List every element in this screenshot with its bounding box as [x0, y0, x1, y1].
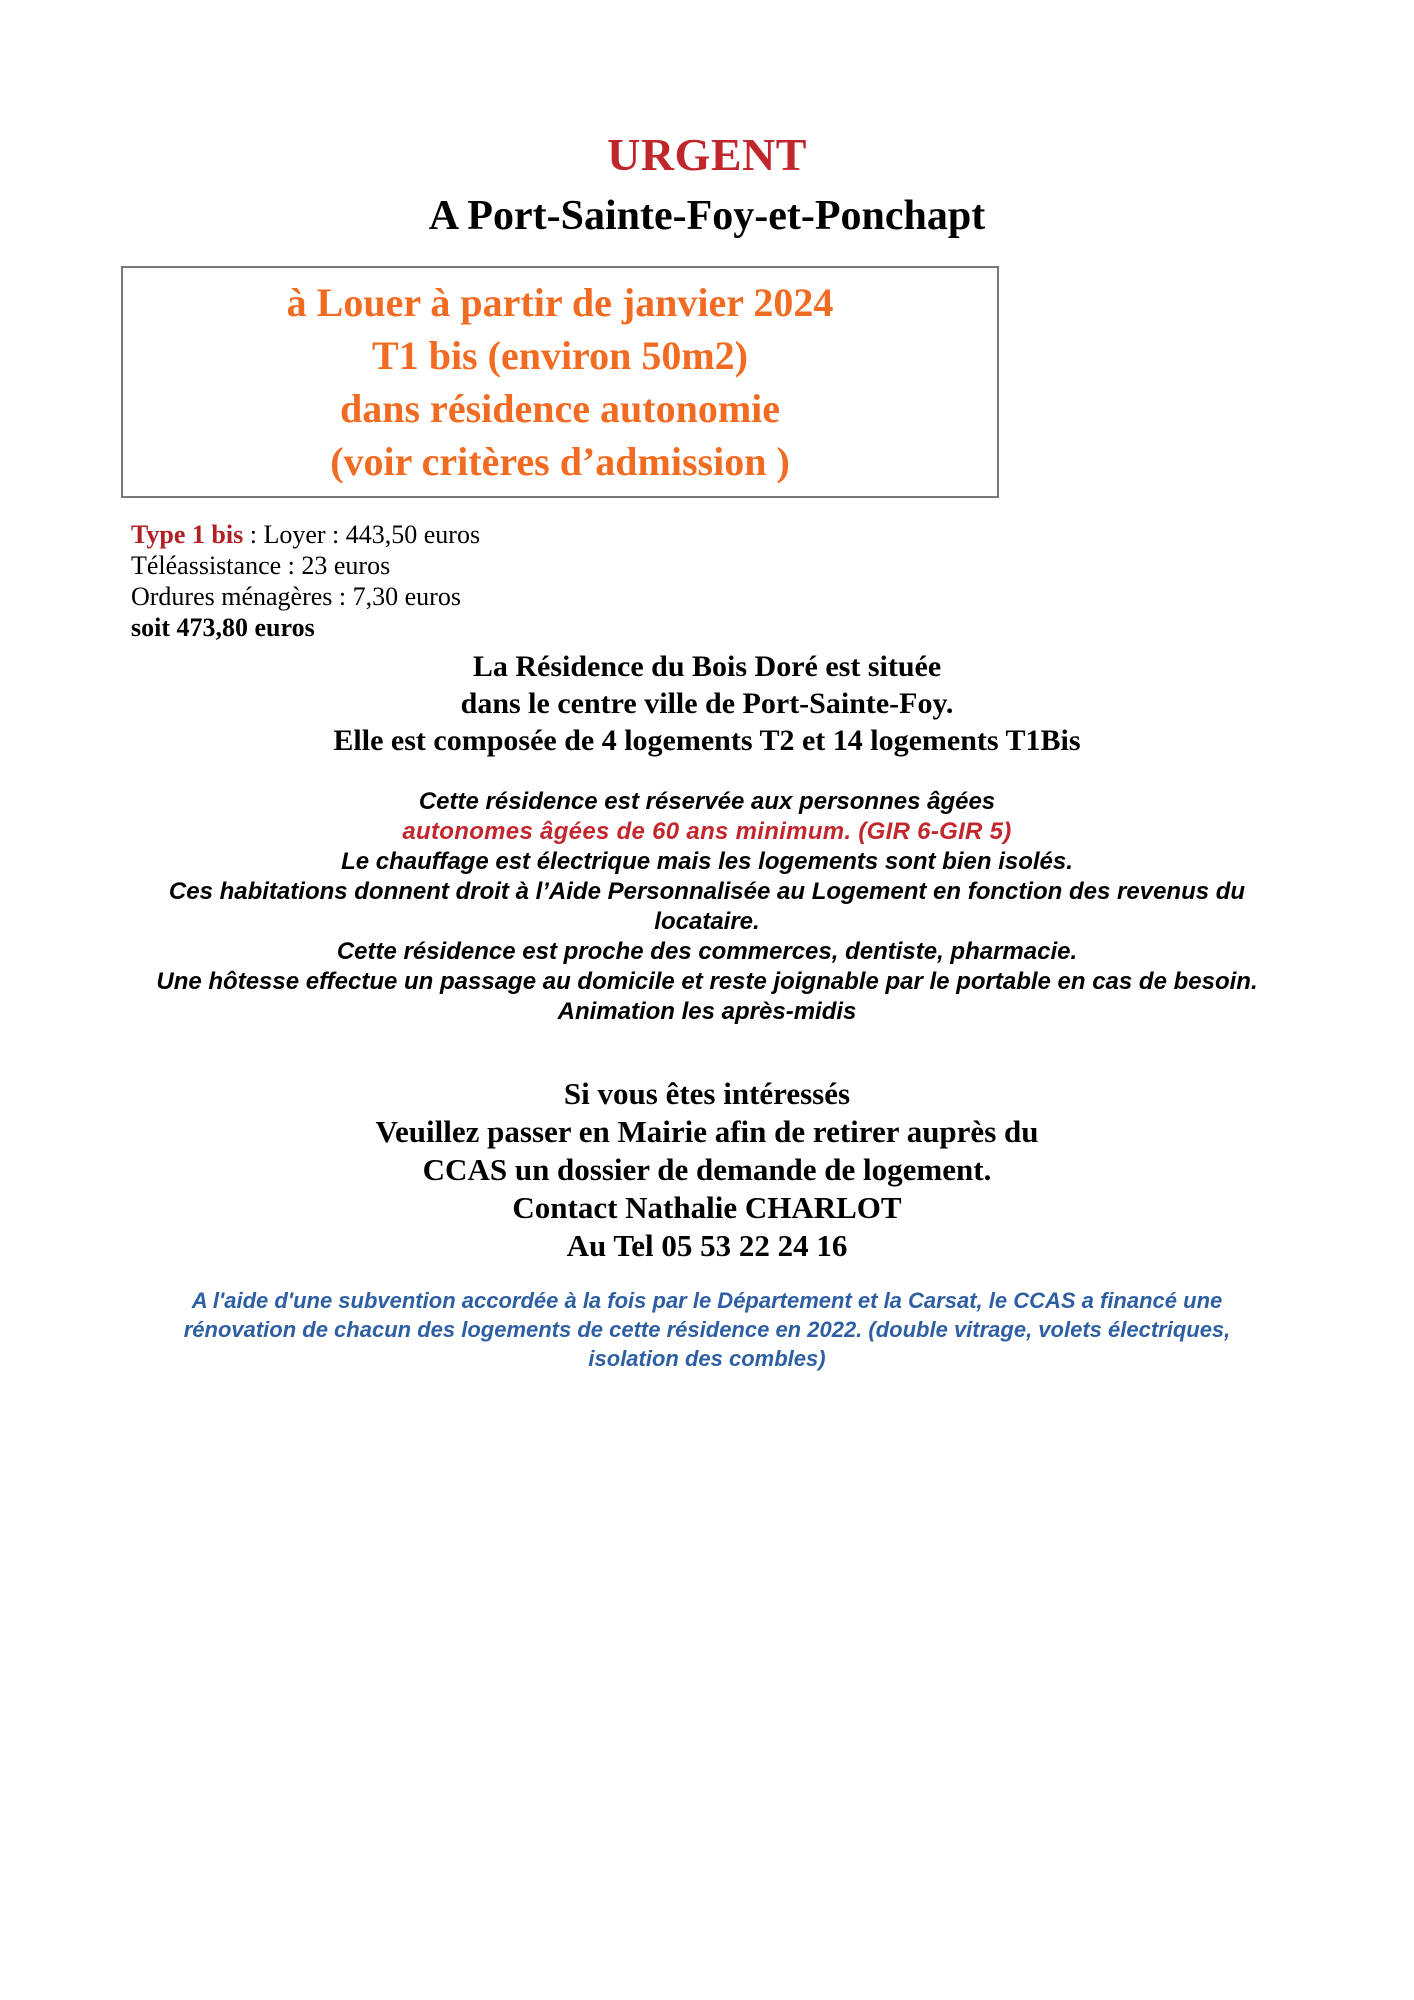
- contact-line-1: Si vous êtes intéressés: [563, 1076, 851, 1111]
- description-line-6: Une hôtesse effectue un passage au domicile et reste joignable par le portable en cas de besoin.: [156, 968, 1258, 995]
- rent-type-amount: : Loyer : 443,50 euros: [243, 520, 481, 549]
- urgent-heading: URGENT: [607, 129, 807, 180]
- rent-teleassistance: Téléassistance : 23 euros: [131, 551, 391, 580]
- description-line-1: Cette résidence est réservée aux personnes âgées: [418, 788, 996, 815]
- rent-details: [131, 519, 891, 643]
- rent-total: soit 473,80 euros: [131, 613, 315, 642]
- residence-intro-line-2: dans le centre ville de Port-Sainte-Foy.: [460, 687, 954, 720]
- rent-ordures: Ordures ménagères : 7,30 euros: [131, 582, 461, 611]
- residence-intro-line-1: La Résidence du Bois Doré est située: [472, 650, 942, 683]
- description-line-5: Cette résidence est proche des commerces, dentiste, pharmacie.: [336, 938, 1078, 965]
- contact-name: Contact Nathalie CHARLOT: [512, 1190, 902, 1225]
- town-heading: A Port-Sainte-Foy-et-Ponchapt: [428, 193, 986, 239]
- offer-line-1: à Louer à partir de janvier 2024: [286, 280, 834, 325]
- offer-box-lines: [123, 276, 997, 488]
- description-gir-line: autonomes âgées de 60 ans minimum. (GIR 6-GIR 5): [402, 818, 1012, 845]
- contact-section: [0, 1075, 1414, 1265]
- rent-type-label: Type 1 bis: [131, 520, 244, 549]
- description-line-3: Le chauffage est électrique mais les logements sont bien isolés.: [341, 848, 1073, 875]
- description-line-7: Animation les après-midis: [557, 998, 857, 1025]
- offer-line-2: T1 bis (environ 50m2): [372, 333, 748, 378]
- residence-intro: [0, 648, 1414, 759]
- subvention-footer: A l'aide d'une subvention accordée à la fois par le Département et la Carsat, le CCAS a financé une rénovation de chacun des logements de cette résidence en 2022. (double vitrage, volets électriques, isolation des combles): [183, 1288, 1231, 1371]
- residence-description: [130, 787, 1284, 1027]
- contact-phone: Au Tel 05 53 22 24 16: [566, 1228, 848, 1263]
- offer-box: [121, 266, 999, 498]
- description-line-4: Ces habitations donnent droit à l’Aide Personnalisée au Logement en fonction des revenus du locataire.: [168, 878, 1246, 935]
- contact-line-2: Veuillez passer en Mairie afin de retirer auprès du: [375, 1114, 1039, 1149]
- offer-line-3: dans résidence autonomie: [340, 386, 780, 431]
- rent-type-line: [131, 519, 891, 550]
- contact-line-3: CCAS un dossier de demande de logement.: [422, 1152, 992, 1187]
- offer-line-4: (voir critères d’admission ): [330, 439, 790, 484]
- residence-intro-line-3: Elle est composée de 4 logements T2 et 14 logements T1Bis: [333, 724, 1081, 757]
